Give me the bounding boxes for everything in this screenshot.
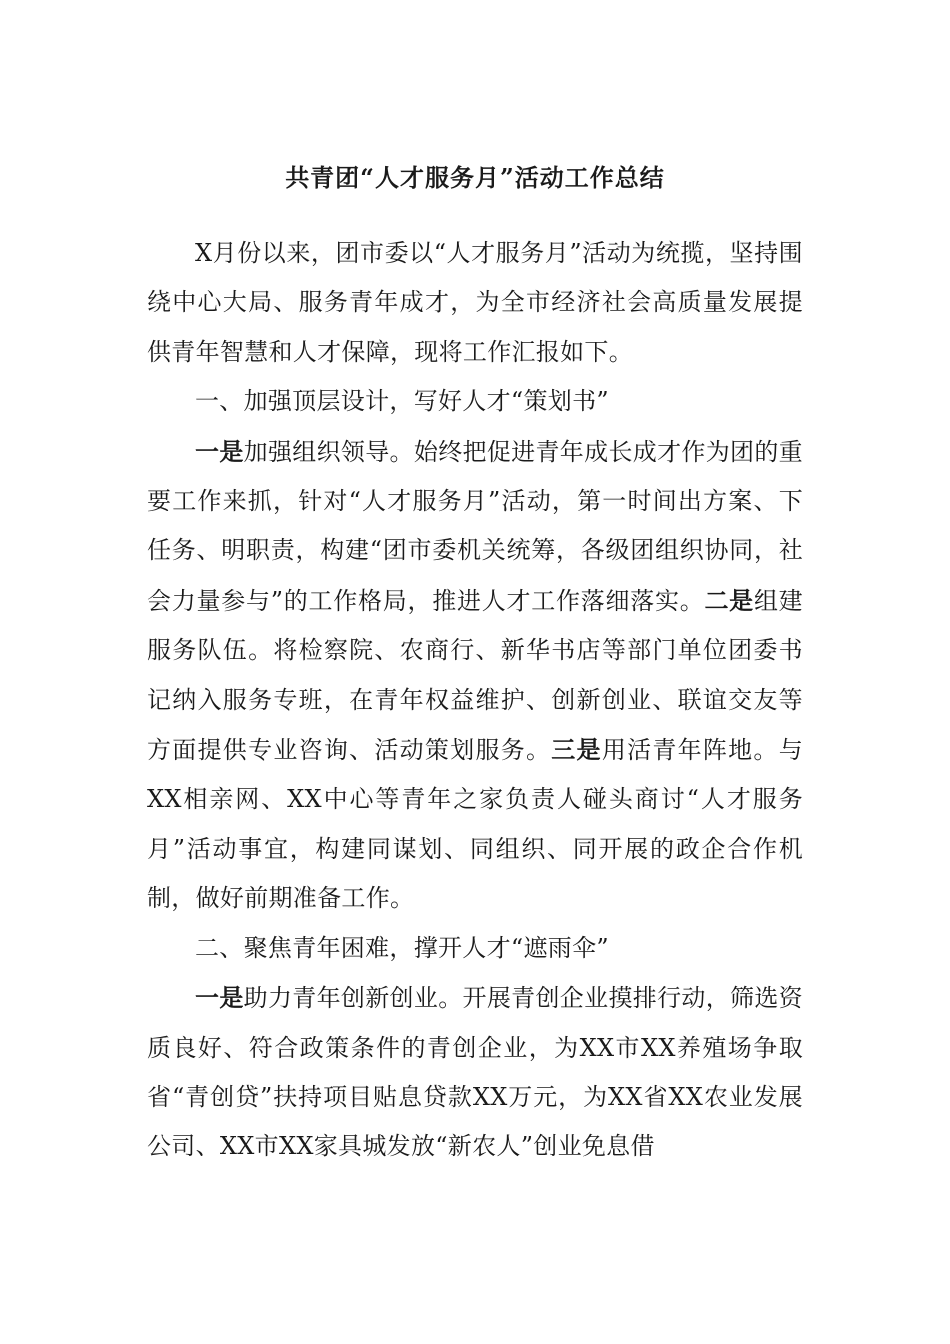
point-3-lead: 三是 [551, 735, 602, 765]
section-2-point-1-text: 助力青年创新创业。开展青创企业摸排行动，筛选资质良好、符合政策条件的青创企业，为XX市XX养殖场争取省“青创贷”扶持项目贴息贷款XX万元，为XX省XX农业发展公司、XX市XX家具城发放“新农人”创业免息借 [147, 984, 803, 1161]
point-2-text: 组建服务队伍。将检察院、农商行、新华书店等部门单位团委书记纳入服务专班，在青年权益维护、创新创业、联谊交友等方面提供专业咨询、活动策划服务。 [147, 586, 803, 765]
section-2-point-1-lead: 一是 [195, 983, 244, 1013]
section-1-heading: 一、加强顶层设计，写好人才“策划书” [195, 387, 609, 416]
section-2-paragraph [147, 973, 803, 1172]
document-title: 共青团“人才服务月”活动工作总结 [285, 163, 665, 192]
intro-paragraph: X月份以来，团市委以“人才服务月”活动为统揽，坚持围绕中心大局、服务青年成才，为全市经济社会高质量发展提供青年智慧和人才保障，现将工作汇报如下。 [147, 239, 803, 366]
document-body [147, 229, 803, 1172]
section-2-heading: 二、聚焦青年困难，撑开人才“遮雨伞” [195, 933, 609, 962]
point-3-text: 用活青年阵地。与XX相亲网、XX中心等青年之家负责人碰头商讨“人才服务月”活动事宜，构建同谋划、同组织、同开展的政企合作机制，做好前期准备工作。 [147, 736, 803, 913]
point-1-text: 加强组织领导。始终把促进青年成长成才作为团的重要工作来抓，针对“人才服务月”活动，第一时间出方案、下任务、明职责，构建“团市委机关统筹，各级团组织协同，社会力量参与”的工作格局，推进人才工作落细落实。 [147, 437, 803, 615]
section-1-paragraph [147, 427, 803, 924]
point-2-lead: 二是 [704, 585, 754, 615]
point-1-lead: 一是 [195, 436, 244, 466]
